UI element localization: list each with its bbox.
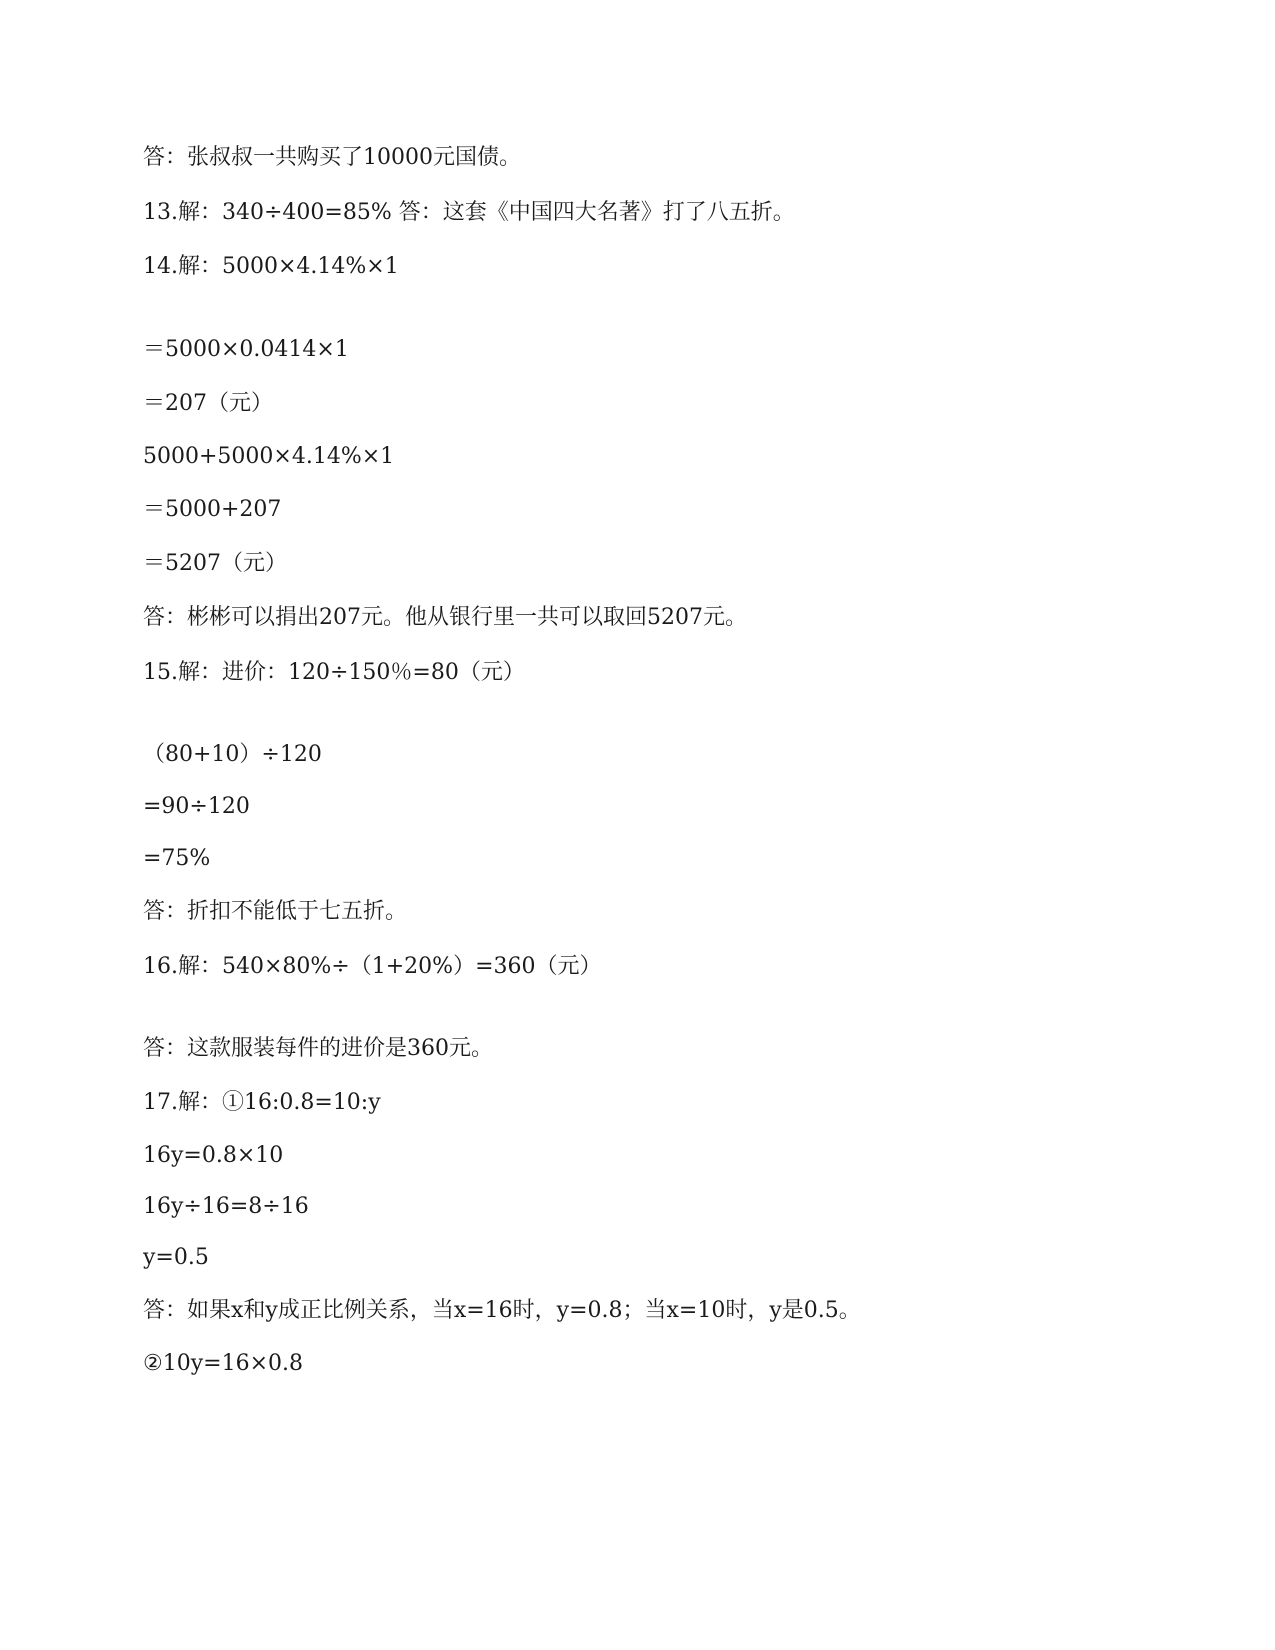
calculation-line: 16y=0.8×10 <box>143 1143 284 1168</box>
solution-14-line: 14.解：5000×4.14%×1 <box>143 254 399 279</box>
calculation-line: y=0.5 <box>143 1245 209 1270</box>
solution-16-line: 16.解：540×80%÷（1+20%）=360（元） <box>143 954 602 979</box>
calculation-line: ②10y=16×0.8 <box>143 1351 303 1376</box>
calculation-line: （80+10）÷120 <box>143 742 322 767</box>
answer-line: 答：张叔叔一共购买了10000元国债。 <box>143 145 521 170</box>
calculation-line: ＝5207（元） <box>143 551 287 576</box>
calculation-line: 5000+5000×4.14%×1 <box>143 444 395 469</box>
solution-13-line: 13.解：340÷400=85% 答：这套《中国四大名著》打了八五折。 <box>143 200 795 225</box>
calculation-line: 16y÷16=8÷16 <box>143 1194 309 1219</box>
calculation-line: ＝5000+207 <box>143 497 282 522</box>
answer-line: 答：这款服装每件的进价是360元。 <box>143 1036 493 1061</box>
solution-17-line: 17.解：①16:0.8=10:y <box>143 1090 381 1115</box>
calculation-line: ＝207（元） <box>143 391 273 416</box>
answer-line: 答：折扣不能低于七五折。 <box>143 899 408 924</box>
calculation-line: ＝5000×0.0414×1 <box>143 337 349 362</box>
answer-line: 答：彬彬可以捐出207元。他从银行里一共可以取回5207元。 <box>143 605 747 630</box>
calculation-line: =90÷120 <box>143 794 250 819</box>
calculation-line: =75% <box>143 846 211 871</box>
solution-15-line: 15.解：进价：120÷150％=80（元） <box>143 660 525 685</box>
answer-line: 答：如果x和y成正比例关系，当x=16时，y=0.8；当x=10时，y是0.5。 <box>143 1298 861 1323</box>
